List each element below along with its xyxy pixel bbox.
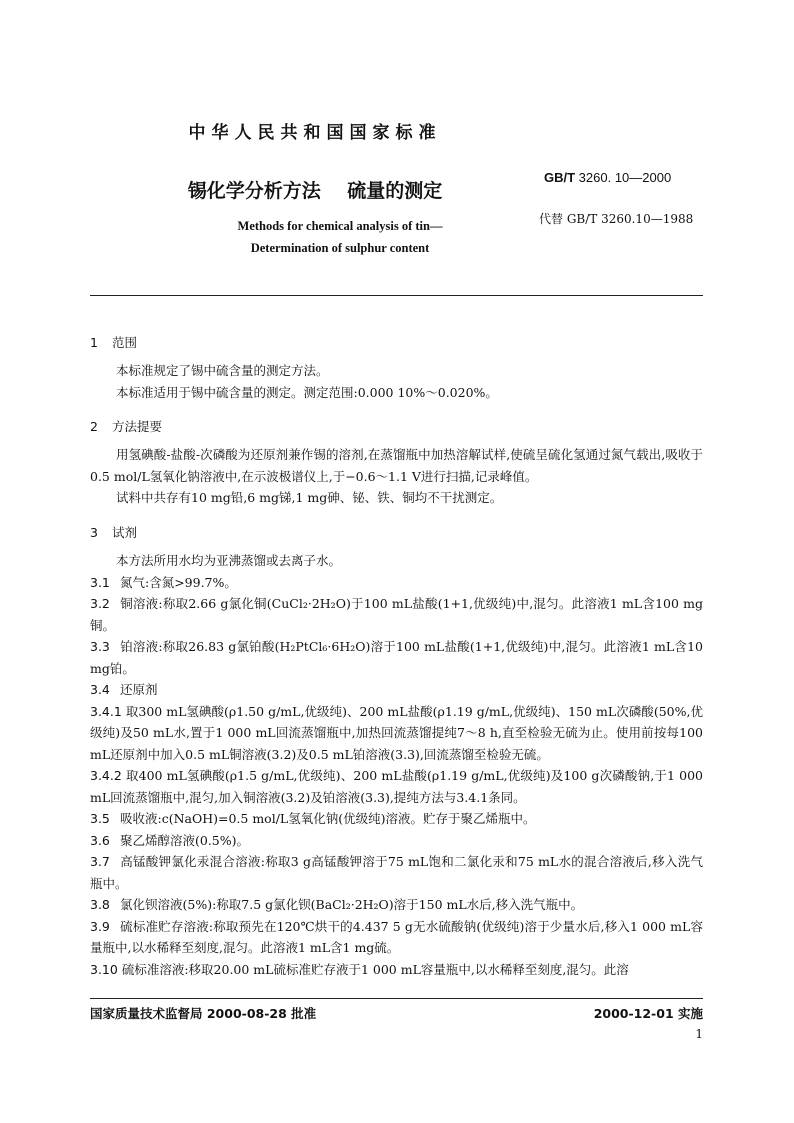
section-2-body (90, 444, 703, 509)
list-item (90, 572, 703, 594)
item-text: 吸收液:c(NaOH)=0.5 mol/L氢氧化钠(优级纯)溶液。贮存于聚乙烯瓶中。 (119, 811, 536, 826)
item-text: 取300 mL氢碘酸(ρ1.50 g/mL,优级纯)、200 mL盐酸(ρ1.19 g/mL,优级纯)、150 mL次磷酸(50%,优级纯)及50 mL水,置于1 000 mL回流蒸馏瓶中,加热回流蒸馏提纯7～8 h,直至检验无硫为止。使用前按每100 mL还原剂中加入0.5 mL铜溶液(3.2)及0.5 mL铂溶液(3.3),回流蒸馏至检验无硫。 (90, 703, 703, 762)
item-number: 3.4.1 (90, 703, 122, 719)
item-text: 氮气:含氮>99.7%。 (119, 574, 237, 590)
item-text: 硫标准贮存溶液:称取预先在120℃烘干的4.437 5 g无水硫酸钠(优级纯)溶于少量水后,移入1 000 mL容量瓶中,以水稀释至刻度,混匀。此溶液1 mL含1 mg硫。 (90, 918, 703, 955)
item-text: 聚乙烯醇溶液(0.5%)。 (119, 832, 249, 848)
section-number: 3 (90, 525, 98, 540)
paragraph: 用氢碘酸-盐酸-次磷酸为还原剂兼作锡的溶剂,在蒸馏瓶中加热溶解试样,使硫呈硫化氢通过氮气载出,吸收于0.5 mol/L氢氧化钠溶液中,在示波极谱仪上,于−0.6～1.1 V进行扫描,记录峰值。 (90, 447, 703, 484)
item-text: 硫标准溶液:移取20.00 mL硫标准贮存液于1 000 mL容量瓶中,以水稀释至刻度,混匀。此溶 (121, 961, 629, 977)
section-heading-1 (90, 333, 137, 351)
section-1-body (90, 360, 703, 403)
section-heading-2 (90, 417, 162, 435)
list-item (90, 851, 703, 894)
item-number: 3.10 (90, 961, 118, 977)
standard-code-prefix: GB/T (544, 170, 576, 185)
paragraph: 本标准适用于锡中硫含量的测定。测定范围:0.000 10%～0.020%。 (116, 384, 498, 400)
list-item (90, 808, 703, 830)
page-number: 1 (695, 1027, 703, 1041)
section-3-body (90, 550, 703, 1002)
item-text: 铜溶液:称取2.66 g氯化铜(CuCl₂·2H₂O)于100 mL盐酸(1+1,优级纯)中,混匀。此溶液1 mL含100 mg铜。 (90, 596, 703, 633)
paragraph: 本方法所用水均为亚沸蒸馏或去离子水。 (116, 553, 342, 568)
effective-date: 2000-12-01 实施 (593, 1006, 703, 1021)
item-number: 3.4 (90, 682, 110, 697)
document-title: 锡化学分析方法 硫量的测定 (187, 180, 443, 202)
list-item (90, 636, 703, 679)
section-title: 范围 (112, 335, 138, 350)
item-number: 3.7 (90, 854, 110, 869)
footer-divider (90, 998, 703, 999)
section-title: 方法提要 (112, 419, 163, 434)
english-title-line2: Determination of sulphur content (250, 241, 430, 255)
list-item (90, 593, 703, 636)
replaces-standard: 代替 GB/T 3260.10—1988 (539, 212, 694, 226)
item-number: 3.1 (90, 574, 110, 590)
item-number: 3.4.2 (90, 768, 122, 783)
item-text: 氯化钡溶液(5%):称取7.5 g氯化钡(BaCl₂·2H₂O)溶于150 mL水后,移入洗气瓶中。 (119, 897, 584, 912)
item-text: 高锰酸钾氯化汞混合溶液:称取3 g高锰酸钾溶于75 mL饱和二氯化汞和75 mL水的混合溶液后,移入洗气瓶中。 (90, 854, 703, 891)
item-number: 3.5 (90, 811, 110, 826)
list-item (90, 916, 703, 959)
standard-code (544, 170, 671, 185)
list-item (90, 894, 703, 916)
section-heading-3 (90, 523, 137, 541)
paragraph: 试料中共存有10 mg铅,6 mg锑,1 mg砷、铋、铁、铜均不干扰测定。 (116, 490, 503, 505)
english-title-line1: Methods for chemical analysis of tin— (237, 219, 443, 233)
item-text: 还原剂 (119, 682, 158, 697)
section-number: 1 (90, 335, 98, 350)
section-title: 试剂 (112, 525, 138, 540)
item-text: 铂溶液:称取26.83 g氯铂酸(H₂PtCl₆·6H₂O)溶于100 mL盐酸(1+1,优级纯)中,混匀。此溶液1 mL含10 mg铂。 (90, 639, 703, 676)
item-number: 3.8 (90, 897, 110, 912)
list-item (90, 679, 703, 701)
item-text: 取400 mL氢碘酸(ρ1.5 g/mL,优级纯)、200 mL盐酸(ρ1.19 g/mL,优级纯)及100 g次磷酸钠,于1 000 mL回流蒸馏瓶中,混匀,加入铜溶液(3.2)及铂溶液(3.3),提纯方法与3.4.1条同。 (90, 768, 703, 805)
list-item (90, 701, 703, 766)
standard-code-number: 3260. 10—2000 (575, 170, 672, 185)
item-number: 3.6 (90, 832, 110, 848)
item-number: 3.2 (90, 596, 110, 611)
paragraph: 本标准规定了锡中硫含量的测定方法。 (116, 363, 329, 378)
list-item (90, 830, 703, 852)
national-standard-heading: 中华人民共和国国家标准 (188, 123, 442, 143)
item-number: 3.3 (90, 639, 110, 654)
list-item (90, 765, 703, 808)
item-number: 3.9 (90, 918, 110, 934)
section-number: 2 (90, 419, 98, 434)
header-divider (90, 295, 703, 296)
list-item (90, 959, 703, 981)
approval-issuer: 国家质量技术监督局 2000-08-28 批准 (90, 1006, 317, 1021)
